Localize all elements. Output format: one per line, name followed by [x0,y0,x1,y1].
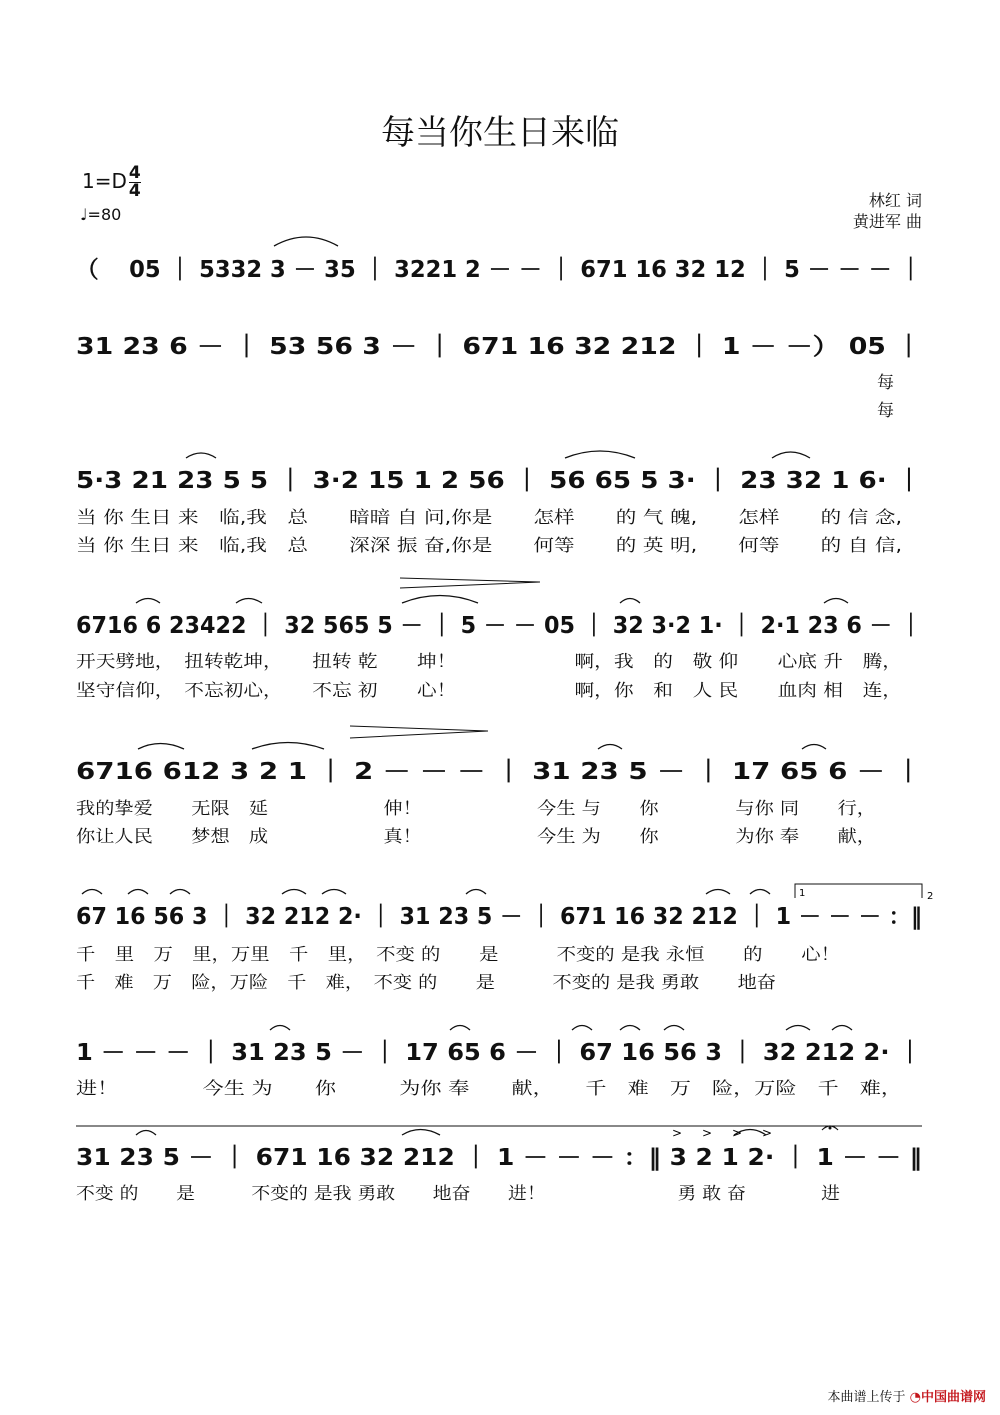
tie [252,743,324,750]
score-row-3: 5·3 21 23 5 5 ｜ 3·2 15 1 2 56 ｜ 56 65 5 3· ｜ 23 32 1 6· ｜ [76,468,820,494]
score-row-5: 6716 612 3 2 1 ｜ 2 － － － ｜ 31 23 5 － ｜ 17 65 6 － ｜ [76,759,780,785]
tie [322,890,346,895]
tie [186,453,216,458]
accent-icon: > [732,1126,743,1140]
first-ending-number: 1 [799,888,806,899]
tie [282,890,306,895]
first-ending-bracket [795,884,922,898]
tie [620,599,640,604]
tie [136,599,160,604]
time-signature-top: 4 [128,163,141,183]
footer [827,1386,986,1405]
tie [450,1026,470,1031]
tie [572,1026,592,1031]
quarter-note-icon: ♩ [80,205,88,224]
tie [664,1026,684,1031]
lyric-row-3-verse-1: 当 你 生日 来 临,我 总 暗暗 自 问,你是 怎样 的 气 魄, 怎样 的 信 念, [76,508,902,528]
tie [274,237,338,246]
tie [706,890,730,895]
tie [824,599,848,604]
lyric-row-5-verse-2: 你让人民 梦想 成 真！ 今生 为 你 为你 奉 献， [76,827,876,847]
page-title: 每当你生日来临 [381,113,619,153]
score-row-7: 1 － － － ｜ 31 23 5 － ｜ 17 65 6 － ｜ 67 16 56 3 ｜ 32 212 2· ｜ [76,1040,883,1066]
tie [565,451,635,458]
tie [466,890,486,895]
score-row-4: 6716 6 23422 ｜ 32 565 5 － ｜ 5 － － 05 ｜ 32 3·2 1· ｜ 2·1 23 6 － ｜ [76,613,950,639]
tie [136,1131,156,1136]
tie [598,745,622,750]
composer: 黄进军 曲 [852,212,922,231]
lyric-row-4-verse-2: 坚守信仰， 不忘初心， 不忘 初 心！ 啊，你 和 人 民 血肉 相 连， [76,681,902,701]
lyric-row-3-verse-2: 当 你 生日 来 临,我 总 深深 振 奋,你是 何等 的 英 明, 何等 的 自 信, [76,536,759,556]
tie [170,890,190,895]
lyric-row-5-verse-1: 我的挚爱 无限 延 伸！ 今生 与 你 与你 同 行， [76,799,876,819]
lyricist: 林红 词 [868,191,922,210]
tie [750,890,770,895]
accent-icon: > [702,1126,713,1140]
tempo-value: =80 [87,205,122,224]
crescendo-hairpin [350,726,488,738]
key-label: 1=D [82,169,127,193]
crescendo-hairpin [400,578,540,588]
score-row-2: 31 23 6 － ｜ 53 56 3 － ｜ 671 16 32 212 ｜ 1 － －） 05 ｜ [76,334,804,360]
lyric-row-7-verse-1: 进！ 今生 为 你 为你 奉 献， 千 难 万 险，万险 千 难， [76,1079,902,1099]
tie [620,1026,640,1031]
tie [236,599,262,604]
lyric-row-4-verse-1: 开天劈地， 扭转乾坤， 扭转 乾 坤！ 啊，我 的 敬 仰 心底 升 腾， [76,652,902,672]
tie [786,1026,810,1031]
tie [832,1026,852,1031]
tie [138,744,184,750]
tie [82,890,102,895]
lyric-row-2-verse-1: 每 [877,373,894,393]
tie [772,452,810,458]
accent-icon: > [762,1126,773,1140]
score-row-1: （ 05 ｜ 5332 3 － 35 ｜ 3221 2 － － ｜ 671 16 32 12 ｜ 5 － － － ｜ [76,257,936,283]
score-row-8: 31 23 5 － ｜ 671 16 32 212 ｜ 1 － － － ：‖ 3 2 1 2· ｜ 1 － － ‖ [76,1145,858,1171]
site-logo-icon: ◔ [909,1390,921,1405]
lyric-row-6-verse-1: 千 里 万 里，万里 千 里， 不变 的 是 不变的 是我 永恒 的 心！ [76,945,840,965]
tie [402,1130,440,1136]
site-brand-name: 中国曲谱网 [920,1390,986,1405]
footer-text: 本曲谱上传于 [827,1390,906,1405]
tie [402,596,478,604]
accent-icon: > [672,1126,683,1140]
score-row-6: 67 16 56 3 ｜ 32 212 2· ｜ 31 23 5 － ｜ 671 16 32 212 ｜ 1 － － － ：‖ [76,904,952,930]
site-logo [910,1390,986,1405]
time-signature-bottom: 4 [128,181,141,201]
lyric-row-6-verse-2: 千 难 万 险，万险 千 难， 不变 的 是 不变的 是我 勇敢 地奋 [76,973,776,993]
tie [270,1026,290,1031]
tie [128,890,148,895]
second-ending-number: 2 [927,891,934,902]
lyric-row-8-verse-1: 不变 的 是 不变的 是我 勇敢 地奋 进！ 勇 敢 奋 进 [76,1184,840,1204]
lyric-row-2-verse-2: 每 [877,401,894,421]
tie [802,745,826,750]
fermata-dot [829,1127,832,1130]
